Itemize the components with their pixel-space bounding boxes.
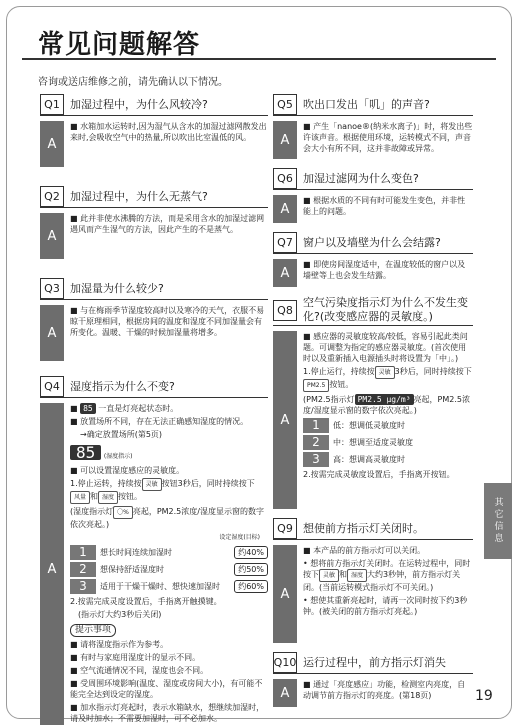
- answer-label: A: [273, 545, 297, 643]
- answer-text: • 想将前方指示灯关闭时。在运转过程中，同时按下: [303, 559, 471, 579]
- qa-q7: [273, 231, 473, 287]
- level-row: [70, 545, 268, 560]
- qa-q4: [40, 375, 268, 725]
- note-item: ■ 受周围环境影响(温度、湿度或房间大小)，有可能不能完全达到设定的湿度。: [70, 678, 268, 700]
- qa-q6: [273, 167, 473, 223]
- answer-text: ■ 即使房间湿度适中，在温度较低的窗户以及墙壁等上也会发生结露。: [303, 259, 473, 281]
- answer-label: A: [273, 195, 297, 223]
- level-text: 想保持舒适湿度时: [100, 565, 164, 574]
- right-column: [273, 93, 473, 714]
- answer-text: ■ 可以设置湿度感应的灵敏度。: [70, 465, 268, 476]
- qa-q1: [40, 93, 268, 167]
- question-text: 窗户以及墙壁为什么会结露?: [303, 236, 441, 249]
- answer-text: ■ 根据水质的不同有时可能发生变色，并非性能上的问题。: [303, 195, 473, 217]
- question-label: Q9: [273, 518, 297, 539]
- answer-body: [303, 545, 473, 643]
- step-text: 按钮。: [118, 492, 143, 501]
- question-row: [40, 93, 268, 115]
- answer-text: ■ 本产品的前方指示灯可以关闭。: [303, 545, 473, 556]
- question-label: Q2: [40, 186, 64, 207]
- question-label: Q4: [40, 376, 64, 397]
- qa-q5: [273, 93, 473, 159]
- level-number: 3: [303, 452, 329, 467]
- answer-text: ■ 产生「nanoe®(纳米水离子)」时，将发出些许该声音。根据使用环境，运转模式不同，声音会大小有所不同，这并非故障或异常。: [303, 121, 473, 154]
- humidity-display: 85: [80, 403, 96, 414]
- answer-text: 一直是灯亮起状态时。: [98, 404, 179, 413]
- question-text: 加湿过程中，为什么风较冷?: [70, 98, 208, 111]
- step-text: 2.按需完成灵度设置后，手指离开触摸键。: [70, 597, 222, 606]
- note-item: ■ 空气流通情况不同，湿度也会不同。: [70, 665, 268, 676]
- note-item: ■ 加水指示灯亮起时，表示水箱缺水，想继续加湿时，请及时加水；不需要加湿时，可不必加水。: [70, 702, 268, 724]
- qa-q3: [40, 277, 268, 361]
- answer-body: [303, 331, 473, 509]
- level-row: [70, 562, 268, 577]
- level-text: 低：想调低灵敏度时: [333, 421, 405, 430]
- question-text: 湿度指示为什么不变?: [70, 380, 175, 393]
- section-tab: 其它信息: [484, 483, 512, 559]
- level-row: [303, 435, 473, 450]
- answer-label: A: [273, 679, 297, 707]
- title-divider: [22, 58, 496, 60]
- step-text: 亮起，PM2.5浓度/湿度显示窗的数字依次亮起。): [303, 395, 471, 415]
- step-text: 1.停止运转，持续按: [70, 479, 142, 488]
- answer-body: [70, 403, 268, 725]
- question-text: 吹出口发出「叽」的声音?: [303, 98, 430, 111]
- answer-row: [40, 121, 268, 167]
- question-text: 加湿过程中，为什么无蒸气?: [70, 190, 208, 203]
- sensitivity-key: 灵敏: [375, 366, 395, 379]
- answer-label: A: [40, 305, 64, 361]
- answer-text: 大约3秒钟，前方指示灯关闭。(当前运转模式指示灯不可关闭。): [303, 570, 461, 592]
- level-number: 2: [70, 562, 96, 577]
- step-text: 亮起，PM2.5浓度/湿度显示窗的数字依次亮起。): [70, 507, 264, 529]
- step-text: (PM2.5指示灯: [303, 395, 355, 404]
- level-row: [303, 452, 473, 467]
- question-text: 加湿过滤网为什么变色?: [303, 172, 419, 185]
- question-text: 运行过程中，前方指示灯消失: [303, 656, 446, 669]
- level-row: [70, 579, 268, 594]
- answer-label: A: [273, 121, 297, 159]
- level-text: 适用于干燥干燥时、想快速加湿时: [100, 582, 220, 591]
- display-caption: (湿度指示): [103, 453, 133, 460]
- step-text: 按钮。: [329, 380, 354, 389]
- question-text: 想使前方指示灯关闭时。: [303, 522, 424, 535]
- step-text: 和: [90, 492, 99, 501]
- humidity-key: 湿度: [347, 569, 367, 582]
- answer-label: A: [273, 331, 297, 509]
- note-item: ■ 请将湿度指示作为参考。: [70, 639, 268, 650]
- level-header: 设定湿度(目标): [219, 534, 260, 541]
- question-text: 加湿量为什么较少?: [70, 282, 164, 295]
- page-subtitle: 咨询或送店维修之前，请先确认以下情况。: [38, 77, 228, 88]
- sensitivity-key: 灵敏: [142, 478, 162, 491]
- answer-text: ■ 放置场所不同，存在无法正确感知湿度的情况。: [70, 416, 268, 427]
- step-text: 3秒后，同时持续按下: [394, 367, 472, 376]
- level-number: 1: [70, 545, 96, 560]
- step-text: 1.停止运行，持续按: [303, 367, 375, 376]
- level-row: [303, 418, 473, 433]
- level-text: 中：想调至适度灵敏度: [333, 438, 413, 447]
- qa-q8: [273, 295, 473, 509]
- question-label: Q3: [40, 278, 64, 299]
- answer-text: ■ 此并非使水沸腾的方法，而是采用含水的加湿过滤网遇风而产生湿气的方法，因此产生的不是蒸气。: [70, 213, 268, 235]
- humidity-display-large: 85: [70, 445, 101, 460]
- step-text: 按钮3秒后，同时持续按下: [161, 479, 255, 488]
- level-percent: 约60%: [234, 580, 268, 593]
- question-label: Q5: [273, 94, 297, 115]
- level-percent: 约40%: [234, 546, 268, 559]
- level-text: 想长时间连续加湿时: [100, 548, 172, 557]
- level-text: 高：想调高灵敏度时: [333, 455, 405, 464]
- question-label: Q1: [40, 94, 64, 115]
- question-label: Q7: [273, 232, 297, 253]
- level-number: 2: [303, 435, 329, 450]
- question-label: Q6: [273, 168, 297, 189]
- fan-key: 风量: [70, 491, 90, 504]
- qa-q10: [273, 651, 473, 707]
- answer-label: A: [40, 121, 64, 167]
- humidity-indicator-icon: 〇%: [113, 506, 133, 519]
- sensitivity-key: 灵敏: [319, 569, 339, 582]
- pm25-key: PM2.5: [303, 379, 329, 392]
- level-percent: 约50%: [234, 563, 268, 576]
- note-item: ■ 有时与家庭用湿度计的显示不同。: [70, 652, 268, 663]
- level-number: 3: [70, 579, 96, 594]
- answer-label: A: [273, 259, 297, 287]
- answer-text: ■ 通过「亮度感应」功能，检测室内亮度，自动调节前方指示灯的亮度。(第18页): [303, 679, 473, 701]
- step-text: (湿度指示灯: [70, 507, 114, 516]
- page-number: 19: [475, 688, 493, 704]
- question-label: Q8: [273, 300, 297, 321]
- answer-label: A: [40, 213, 64, 259]
- answer-text: 和: [339, 570, 348, 579]
- level-number: 1: [303, 418, 329, 433]
- answer-text: ■ 感应器的灵敏度较高/较低，容易引起此类问题。可调整为指定的感应器灵敏度。(首次使用时以及重新插入电源插头时将设置为「中」。): [303, 331, 473, 364]
- answer-text: ■ 水箱加水运转时,因为湿气从含水的加湿过滤网散发出来时,会吸收空气中的热量,所以吹出比室温低的风。: [70, 121, 268, 143]
- pm25-indicator-icon: PM2.5 μg/m³: [355, 394, 414, 405]
- answer-text: ■ 与在梅雨季节湿度较高时以及寒冷的天气，衣服不易晾干原理相同，根据房间的温度和湿度不同加湿量会有所变化。温暖、干燥的时候加湿量将增多。: [70, 305, 268, 338]
- answer-text: →确定放置场所(第5页): [80, 430, 163, 439]
- qa-q2: [40, 185, 268, 259]
- question-text: 空气污染度指示灯为什么不发生变化?(改变感应器的灵敏度。): [303, 296, 468, 323]
- step-text: (指示灯大约3秒后关闭): [78, 610, 162, 619]
- step-text: 2.按需完成灵敏度设置后，手指离开按钮。: [303, 470, 455, 479]
- answer-text: • 想使其重新亮起时，请再一次同时按下约3秒钟。(被关闭的前方指示灯亮起。): [303, 596, 468, 616]
- answer-label: A: [40, 403, 64, 725]
- hint-heading: 提示事项: [70, 624, 116, 637]
- qa-q9: [273, 517, 473, 643]
- humidity-key: 湿度: [98, 491, 118, 504]
- left-column: [40, 93, 268, 725]
- page-title: 常见问题解答: [38, 30, 201, 60]
- question-label: Q10: [273, 652, 297, 673]
